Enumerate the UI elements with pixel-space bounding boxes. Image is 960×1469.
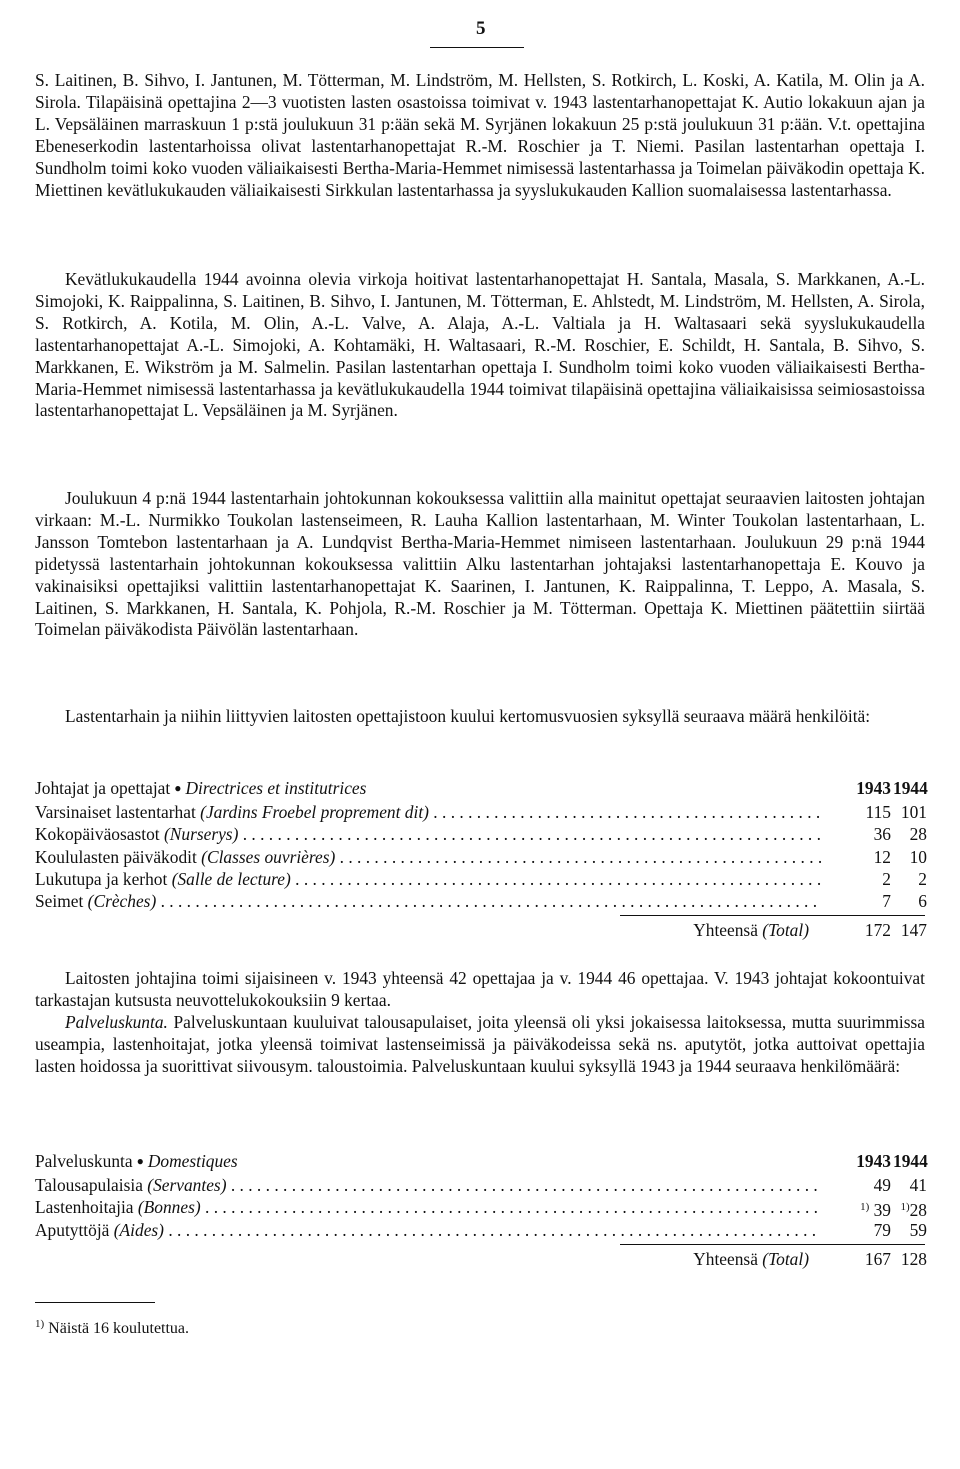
total-label-fi: Yhteensä: [693, 1248, 758, 1269]
teachers-header-fi: Johtajat ja opettajat: [35, 778, 171, 798]
row-label-en: (Jardins Froebel proprement dit): [200, 802, 429, 822]
row-label-en: (Crèches): [87, 891, 157, 912]
year-1943-header: 1943: [856, 1151, 891, 1171]
total-label-en: (Total): [762, 1248, 809, 1269]
footnote-rule: [35, 1302, 155, 1303]
row-label-en: (Salle de lecture): [171, 868, 291, 889]
total-1943: 172: [864, 920, 891, 941]
paragraph-teachers-1944: Kevätlukukaudella 1944 avoinna olevia virkoja hoitivat lastentarhanopettajat H. Santala, Masala, S. Markkanen, A.-L. Simojoki, K. Raippalinna, S. Laitinen, B. Sihvo, I. Jantunen, M. Tötterman, E. Ahlstedt, M. Lindström, M. Hellsten, A. Sirola, S. Rotkirch, A. Kotila, M. Olin, A.-L. Valve, A. Alaja, A.-L. Valtiala ja H. Waltasaari sekä syyslukukaudella lastentarhanopettajat A.-L. Simojoki, A. Kohtamäki, H. Waltasaari, R.-M. Roschier, E. Schildt, H. Santala, B. Sihvo, S. Markkanen, E. Wikström ja M. Salmelin. Pasilan lastentarhan opettaja I. Sundholm toimi koko vuoden väliaikaisesti Bertha-Maria-Hemmet nimisessä lastentarhassa ja kevätlukukaudella 1944 toimivat tilapäisinä opettajina väliaikaisissa seimiosastoissa lastentarhanopettajat L. Vepsäläinen ja M. Syrjänen.: [35, 269, 925, 421]
dot-leader: [227, 1175, 822, 1195]
dot-leader: [238, 824, 821, 844]
total-row: [35, 919, 925, 941]
domestic-staff-table: [35, 1148, 928, 1270]
paragraph-appointments: Joulukuun 4 p:nä 1944 lastentarhain johtokunnan kokouksessa valittiin alla mainitut opettajat seuraavien laitosten johtajan virkaan: M.-L. Nurmikko Toukolan lastenseimeen, R. Lauha Kallion lastentarhaan, M. Winter Toukolan lastentarhaan, L. Jansson Tomtebon lastentarhaan ja A. Lundqvist Bertha-Maria-Hemmet nimiseen lastentarhaan. Joulukuun 29 p:nä 1944 pidetyssä lastentarhain johtokunnan kokouksessa valittiin Alku lastentarhan johtajaksi lastentarhanopettaja E. Kouvo ja vakinaisiksi opettajiksi valittiin lastentarhanopettajat K. Saarinen, I. Jantunen, K. Raippalinna, T. Leppo, A. Masala, S. Laitinen, S. Markkanen, H. Santala, K. Pohjola, R.-M. Roschier ja M. Tötterman. Opettaja K. Miettinen päätettiin siirtää Toimelan päiväkodista Päivölän lastentarhaan.: [35, 488, 925, 640]
dot-leader: [335, 847, 821, 867]
value-1943: 49: [873, 1175, 891, 1195]
paragraph-directors: Laitosten johtajina toimi sijaisineen v. 1943 yhteensä 42 opettajaa ja v. 1944 46 opettajaa. V. 1943 johtajat kokoontuivat tarkastajan kutsusta neuvottelukokouksiin 9 kertaa.: [35, 968, 925, 1010]
table-row: [35, 801, 925, 823]
value-1944: 59: [909, 1219, 927, 1240]
value-1944: 101: [900, 802, 927, 822]
total-1944: 147: [900, 920, 927, 941]
row-label-en: (Aides): [113, 1219, 164, 1240]
domestic-staff-text: Palveluskuntaan kuuluivat talousapulaiset, joita yleensä oli yksi jokaisessa laitoksessa, mutta suurimmissa useampia, lastenhoitajat, jotka yleensä toimivat lastenseimissä ja päiväkodeissa sekä ns. aputytöt, jotka auttoivat opettajia lasten hoidossa ja suorittivat siivousym. taloustoimia. Palveluskuntaan kuului syksyllä 1943 ja 1944 seuraava henkilömäärä:: [35, 1011, 925, 1076]
dot-leader: [291, 869, 821, 889]
total-rule: [620, 915, 925, 916]
footnote-mark: 1): [860, 1201, 870, 1214]
footnote: [35, 1318, 189, 1338]
total-row: [35, 1248, 925, 1270]
bullet-icon: ●: [174, 781, 182, 795]
domestic-header-fi: Palveluskunta: [35, 1151, 133, 1171]
value-number: 39: [873, 1200, 891, 1221]
table-row: [35, 846, 925, 868]
paragraph-staff-intro: Lastentarhain ja niihin liittyvien laitosten opettajistoon kuului kertomusvuosien syksyllä seuraava määrä henkilöitä:: [65, 706, 871, 726]
bullet-icon: ●: [136, 1154, 144, 1168]
value-1944: 2: [918, 868, 927, 889]
value-1944: 10: [909, 846, 927, 867]
value-number: 28: [909, 1200, 927, 1221]
row-label-fi: Lukutupa ja kerhot: [35, 868, 168, 889]
row-label-fi: Kokopäiväosastot: [35, 824, 160, 845]
row-label-fi: Seimet: [35, 891, 84, 912]
total-label-en: (Total): [762, 920, 809, 941]
header-rule: [430, 47, 524, 48]
total-label-fi: Yhteensä: [693, 920, 758, 941]
value-1944: 28: [909, 824, 927, 845]
teachers-table-header: [35, 775, 928, 801]
year-1944-header: 1944: [893, 778, 928, 798]
value-1944: 41: [909, 1175, 927, 1195]
domestic-header-en: Domestiques: [147, 1151, 238, 1171]
domestic-table-header: [35, 1148, 928, 1174]
paragraph-teachers-1943: S. Laitinen, B. Sihvo, I. Jantunen, M. Tötterman, M. Lindström, M. Hellsten, S. Rotkirch, L. Koski, A. Katila, M. Olin ja A. Sirola. Tilapäisinä opettajina 2—3 vuotisten lasten osastoissa toimivat v. 1943 lastentarhanopettajat K. Autio lokakuun ajan ja L. Vepsäläinen marraskuun 1 p:stä joulukuun 31 p:ään sekä M. Syrjänen lokakuun 25 p:stä joulukuun 31 p:ään. V.t. opettajina Ebeneserkodin lastentarhoissa olivat lastentarhanopettajat R.-M. Roschier ja T. Niemi. Pasilan lastentarhan opettaja I. Sundholm toimi koko vuoden väliaikaisesti Bertha-Maria-Hemmet nimisessä lastentarhassa ja Toimelan päiväkodin opettaja K. Miettinen kevätlukukauden väliaikaisesti Sirkkulan lastentarhassa ja syyslukukauden Kallion suomalaisessa lastentarhassa.: [35, 70, 925, 200]
row-label-fi: Koululasten päiväkodit: [35, 846, 197, 867]
table-row: [35, 890, 925, 912]
total-1944: 128: [900, 1248, 927, 1269]
teachers-header-en: Directrices et institutrices: [185, 778, 367, 798]
value-1943: 79: [873, 1219, 891, 1240]
row-label-fi: Talousapulaisia: [35, 1175, 143, 1195]
directors-paragraph: [35, 968, 925, 1078]
year-1943-header: 1943: [856, 778, 891, 798]
value-1944: 6: [918, 891, 927, 912]
value-1943: 2: [882, 868, 891, 889]
table-row: [35, 868, 925, 890]
year-1944-header: 1944: [893, 1151, 928, 1171]
footnote-mark: 1): [900, 1201, 910, 1214]
row-label-fi: Aputyttöjä: [35, 1219, 110, 1240]
row-label-fi: Varsinaiset lastentarhat: [35, 802, 196, 822]
table-row: [35, 823, 925, 845]
dot-leader: [429, 802, 821, 822]
total-rule: [620, 1244, 925, 1245]
value-1943: 115: [865, 802, 891, 822]
value-1943: 7: [882, 891, 891, 912]
row-label-en: (Classes ouvrières): [201, 846, 336, 867]
table-row: [35, 1219, 925, 1241]
row-label-fi: Lastenhoitajia: [35, 1197, 134, 1218]
value-1943: 36: [873, 824, 891, 845]
total-1943: 167: [864, 1248, 891, 1269]
table-row: [35, 1174, 925, 1196]
dot-leader: [201, 1197, 821, 1217]
teachers-table: [35, 775, 928, 942]
footnote-mark: 1): [35, 1318, 45, 1330]
value-1943: 12: [873, 846, 891, 867]
table-row: [35, 1196, 927, 1221]
dot-leader: [164, 1220, 821, 1240]
footnote-text: Näistä 16 koulutettua.: [48, 1320, 190, 1337]
dot-leader: [156, 891, 821, 911]
page-number: 5: [476, 18, 486, 39]
paragraph-domestic-staff: [35, 1012, 925, 1078]
row-label-en: (Servantes): [147, 1175, 227, 1195]
row-label-en: (Bonnes): [137, 1197, 201, 1218]
row-label-en: (Nurserys): [163, 824, 239, 845]
domestic-staff-heading: Palveluskunta.: [65, 1011, 168, 1032]
